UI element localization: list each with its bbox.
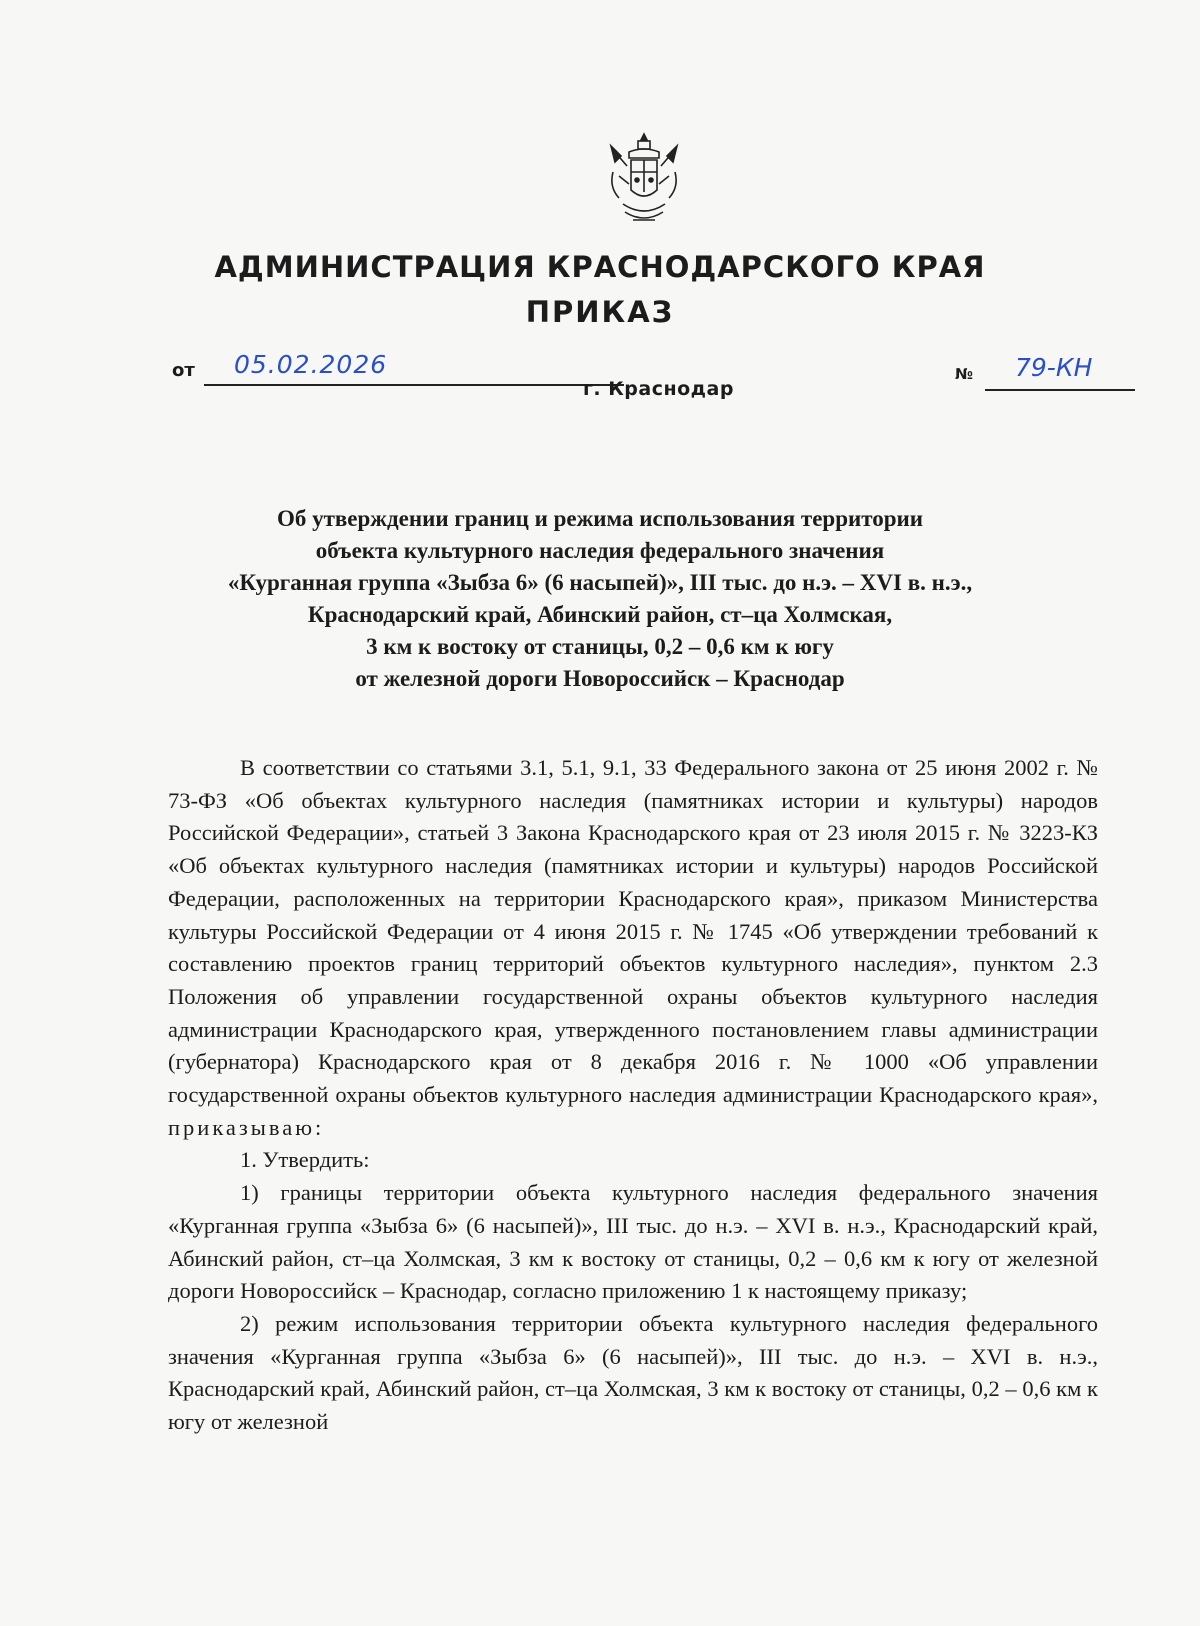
document-heading [150,503,1050,695]
number-value: 79-КН [1015,353,1093,382]
heading-line: Краснодарский край, Абинский район, ст–ца Холмская, [307,602,893,627]
document-body [168,752,1098,1439]
date-prefix: от [172,360,195,381]
document-type: ПРИКАЗ [525,295,675,329]
order-word: приказываю: [168,1114,325,1140]
date-underline [204,384,624,386]
organization-title: АДМИНИСТРАЦИЯ КРАСНОДАРСКОГО КРАЯ [214,250,986,284]
coat-of-arms-icon [605,132,683,232]
preamble-paragraph [168,752,1098,1144]
heading-line: «Курганная группа «Зыбза 6» (6 насыпей)», III тыс. до н.э. – XVI в. н.э., [227,570,973,595]
number-prefix: № [955,365,974,383]
item-1-2: 2) режим использования территории объекта культурного наследия федерального значения «Курганная группа «Зыбза 6» (6 насыпей)», III тыс. до н.э. – XVI в. н.э., Краснодарский край, Абинский район, ст–ца Холмская, 3 км к востоку от станицы, 0,2 – 0,6 км к югу от железной [168,1310,1098,1435]
item-1: 1. Утвердить: [240,1147,370,1173]
heading-line: 3 км к востоку от станицы, 0,2 – 0,6 км к югу [366,634,834,659]
number-underline [985,389,1135,391]
date-value: 05.02.2026 [234,350,388,379]
item-1-1: 1) границы территории объекта культурного наследия федерального значения «Курганная группа «Зыбза 6» (6 насыпей)», III тыс. до н.э. – XVI в. н.э., Краснодарский край, Абинский район, ст–ца Холмская, 3 км к востоку от станицы, 0,2 – 0,6 км к югу от железной дороги Новороссийск – Краснодар, согласно приложению 1 к настоящему приказу; [168,1180,1098,1304]
date-field [172,350,472,390]
heading-line: от железной дороги Новороссийск – Краснодар [355,666,845,691]
preamble-text: В соответствии со статьями 3.1, 5.1, 9.1, 33 Федерального закона от 25 июня 2002 г. № 73-ФЗ «Об объектах культурного наследия (памятниках истории и культуры) народов Российской Федерации», статьей 3 Закона Краснодарского края от 23 июля 2015 г. № 3223-КЗ «Об объектах культурного наследия (памятниках истории и культуры) народов Российской Федерации, расположенных на территории Краснодарского края», приказом Министерства культуры Российской Федерации от 4 июня 2015 г. № 1745 «Об утверждении требований к составлению проектов границ территорий объектов культурного наследия», пунктом 2.3 Положения об управлении государственной охраны объектов культурного наследия администрации Краснодарского края, утвержденного постановлением главы администрации (губернатора) Краснодарского края от 8 декабря 2016 г. № 1000 «Об управлении государственной охраны объектов культурного наследия администрации Краснодарского края», [168,755,1098,1108]
number-field [955,355,1155,395]
heading-line: объекта культурного наследия федерального значения [315,538,885,563]
heading-line: Об утверждении границ и режима использования территории [276,506,924,531]
city-label: г. Краснодар [583,378,734,400]
